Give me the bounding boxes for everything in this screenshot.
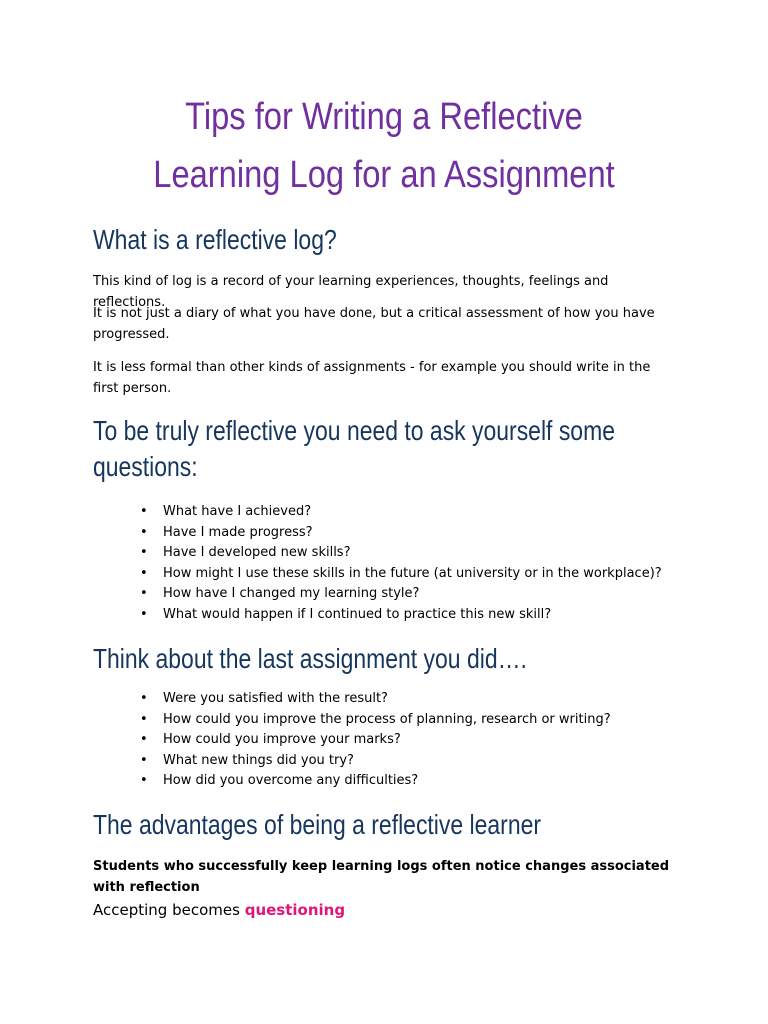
bullet-glyph: • [140,773,148,789]
bullet-glyph: • [140,504,148,519]
bullet-glyph: • [140,606,148,622]
bullet-glyph: • [140,565,148,581]
change-prefix: Accepting becomes [93,901,240,919]
paragraph-not-diary: It is not just a diary of what you have done, but a critical assessment of how you have progressed. [93,306,655,342]
list-item: • Have I made progress? [93,523,713,544]
list-item: • How might I use these skills in the future (at university or in the workplace)? [93,564,713,585]
questions-list [93,502,713,626]
heading-truly-reflective: To be truly reflective you need to ask yourself some questions: [93,415,615,482]
bullet-glyph: • [140,586,148,602]
list-item: • How could you improve the process of planning, research or writing? [93,710,713,731]
list-item: • Were you satisfied with the result? [93,689,713,710]
advantages-intro: Students who successfully keep learning logs often notice changes associated with reflection [93,859,670,895]
bullet-glyph: • [140,732,148,748]
heading-advantages: The advantages of being a reflective learner [93,809,542,840]
heading-what-is-log: What is a reflective log? [93,224,337,255]
change-accent: questioning [244,901,346,919]
list-item: • What have I achieved? [93,502,713,523]
list-item: • What would happen if I continued to practice this new skill? [93,605,713,626]
title-line-2: Learning Log for an Assignment [153,154,615,196]
bullet-glyph: • [140,545,148,561]
bullet-glyph: • [140,752,148,768]
list-item: • Have I developed new skills? [93,543,713,564]
paragraph-less-formal: It is less formal than other kinds of assignments - for example you should write in the first person. [93,360,651,396]
bullet-glyph: • [140,711,148,727]
paragraph-definition: This kind of log is a record of your learning experiences, thoughts, feelings and reflections. [93,274,609,310]
list-item: • How could you improve your marks? [93,730,713,751]
list-item: • What new things did you try? [93,751,713,772]
title-line-1: Tips for Writing a Reflective [185,96,583,138]
bullet-glyph: • [140,524,148,540]
bullet-glyph: • [140,691,148,706]
list-item: • How have I changed my learning style? [93,584,713,605]
heading-last-assignment: Think about the last assignment you did…. [93,643,527,674]
list-item: • How did you overcome any difficulties? [93,771,713,792]
last-assignment-list [93,689,713,792]
change-line [93,898,345,922]
document-title [54,88,714,204]
